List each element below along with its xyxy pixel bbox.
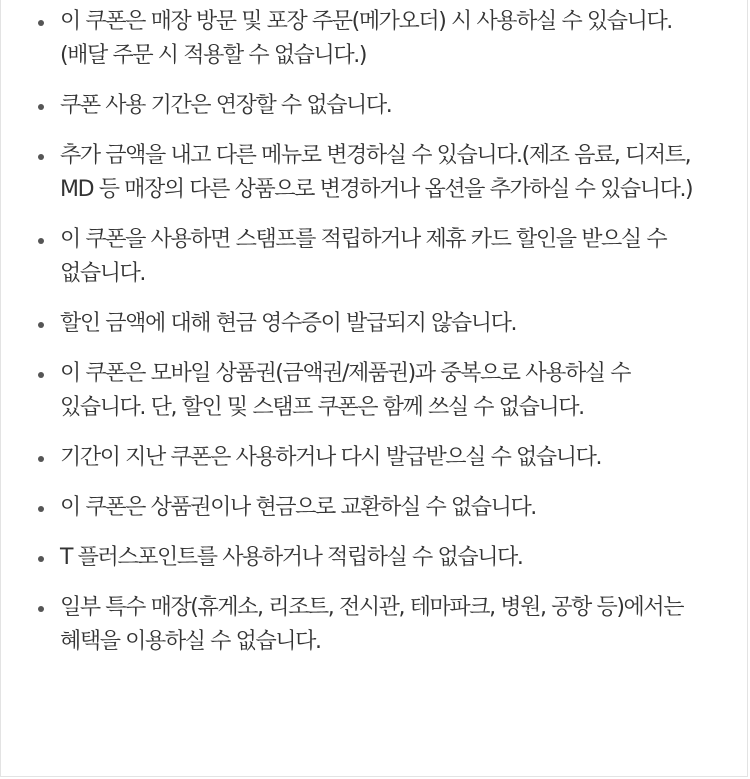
list-item [34, 139, 717, 207]
notice-text: 이 쿠폰은 모바일 상품권(금액권/제품권)과 중복으로 사용하실 수 있습니다. 단, 할인 및 스탬프 쿠폰은 함께 쓰실 수 없습니다. [60, 361, 631, 420]
bullet-icon [38, 372, 44, 378]
list-item [34, 89, 717, 123]
bullet-icon [38, 104, 44, 110]
notice-text: 쿠폰 사용 기간은 연장할 수 없습니다. [60, 93, 392, 118]
notice-text: 일부 특수 매장(휴게소, 리조트, 전시관, 테마파크, 병원, 공항 등)에서는 혜택을 이용하실 수 없습니다. [60, 595, 684, 654]
list-item [34, 5, 717, 73]
bullet-icon [38, 154, 44, 160]
notice-text: 이 쿠폰은 상품권이나 현금으로 교환하실 수 없습니다. [60, 495, 536, 520]
notice-text: T 플러스포인트를 사용하거나 적립하실 수 없습니다. [60, 545, 523, 570]
notice-text: 할인 금액에 대해 현금 영수증이 발급되지 않습니다. [60, 311, 517, 336]
list-item [34, 491, 717, 525]
bullet-icon [38, 238, 44, 244]
bullet-icon [38, 322, 44, 328]
list-item [34, 541, 717, 575]
bullet-icon [38, 456, 44, 462]
notice-text: 추가 금액을 내고 다른 메뉴로 변경하실 수 있습니다.(제조 음료, 디저트, MD 등 매장의 다른 상품으로 변경하거나 옵션을 추가하실 수 있습니다.) [60, 143, 693, 202]
list-item [34, 591, 717, 659]
bullet-icon [38, 20, 44, 26]
bullet-icon [38, 506, 44, 512]
notice-text: 기간이 지난 쿠폰은 사용하거나 다시 발급받으실 수 없습니다. [60, 445, 602, 470]
notice-text: 이 쿠폰을 사용하면 스탬프를 적립하거나 제휴 카드 할인을 받으실 수 없습니다. [60, 227, 667, 286]
list-item [34, 223, 717, 291]
notice-text: 이 쿠폰은 매장 방문 및 포장 주문(메가오더) 시 사용하실 수 있습니다.(배달 주문 시 적용할 수 없습니다.) [60, 9, 672, 68]
list-item [34, 357, 717, 425]
list-item [34, 307, 717, 341]
bullet-icon [38, 606, 44, 612]
bullet-icon [38, 556, 44, 562]
list-item [34, 441, 717, 475]
notice-list [1, 0, 747, 659]
